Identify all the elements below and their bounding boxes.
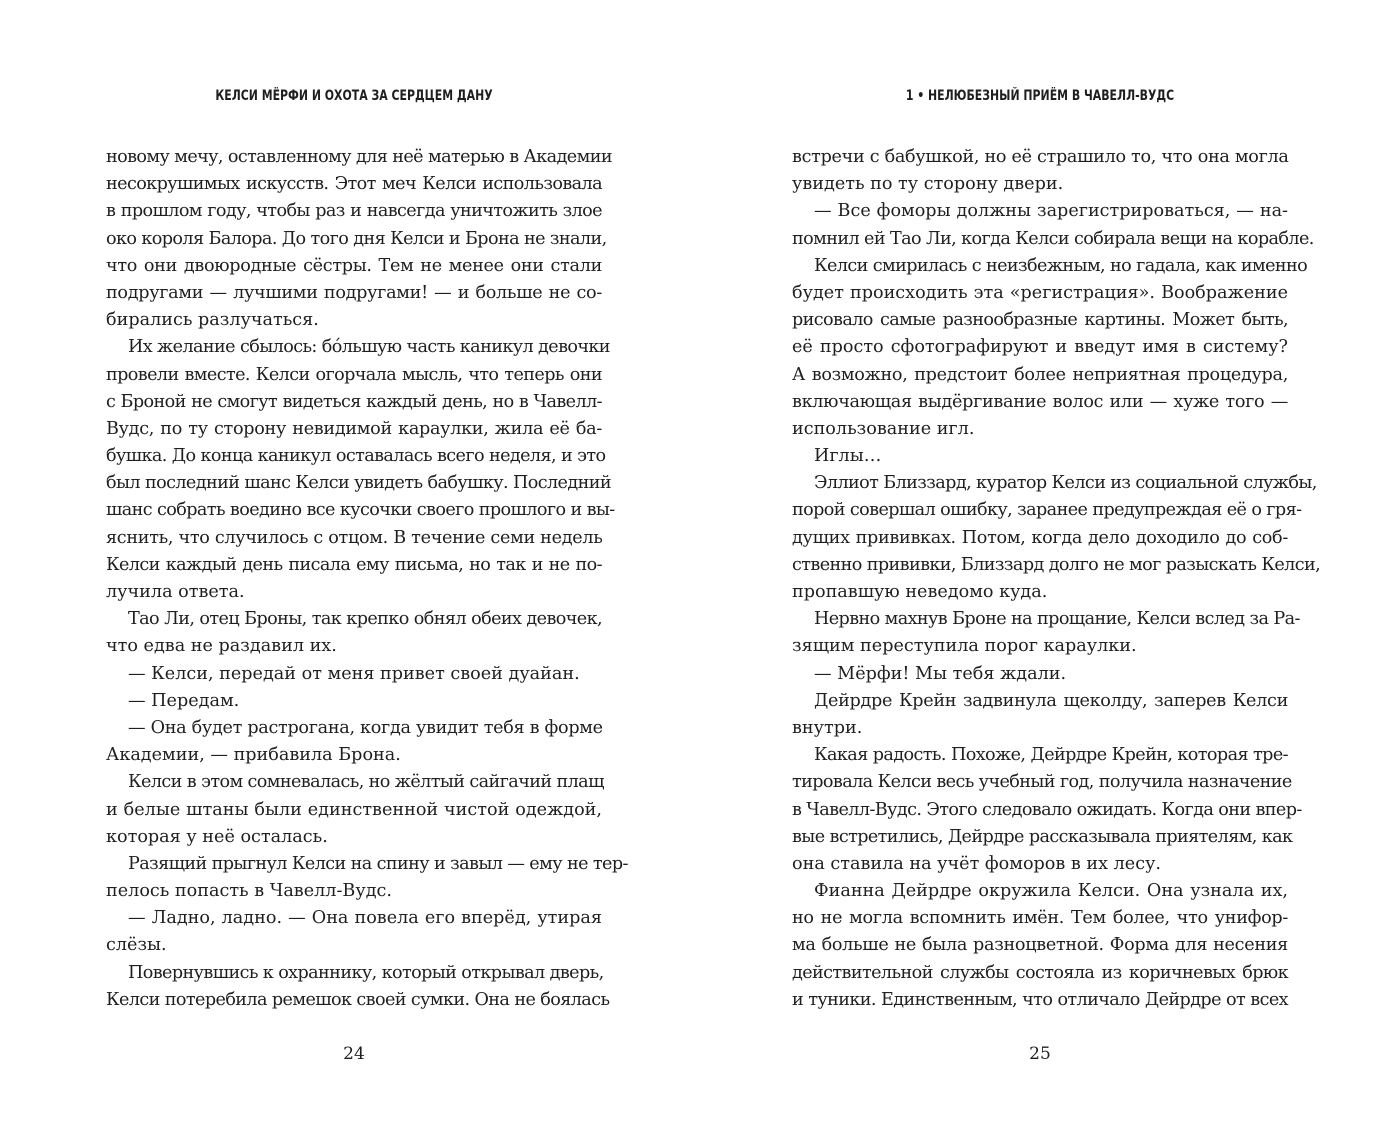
right-page (792, 0, 1321, 1125)
text-line: Келси каждый день писала ему письма, но так и не по- (106, 554, 602, 575)
text-line: несокрушимых искусств. Этот меч Келси использовала (106, 174, 602, 195)
text-line: Эллиот Близзард, куратор Келси из социальной службы, (814, 473, 1317, 494)
text-line: — Передам. (128, 690, 240, 711)
text-line: которая у неё осталась. (106, 826, 328, 847)
text-line: — Ладно, ладно. — Она повела его вперёд, утирая (128, 908, 602, 929)
text-line: Разящий прыгнул Келси на спину и завыл — ему не тер- (128, 853, 628, 874)
text-line: Иглы… (814, 446, 882, 467)
text-line: — Все фоморы должны зарегистрироваться, — на- (814, 201, 1288, 222)
left-page-text (106, 144, 628, 1014)
text-line: бушка. До конца каникул оставалась всего неделя, и это (106, 446, 606, 467)
text-line: Их желание сбылось: бóльшую часть каникул девочки (128, 337, 610, 358)
running-head-chapter-title: 1 • НЕЛЮБЕЗНЫЙ ПРИЁМ В ЧАВЕЛЛ-ВУДС (905, 88, 1175, 104)
text-line: действительной службы состояла из коричневых брюк (792, 962, 1288, 983)
text-line: Вудс, по ту сторону невидимой караулки, жила её ба- (106, 418, 602, 439)
text-line: пропавшую неведомо куда. (792, 582, 1048, 602)
text-line: А возможно, предстоит более неприятная процедура, (792, 364, 1288, 385)
text-line: Келси в этом сомневалась, но жёлтый сайгачий плащ (128, 772, 604, 793)
text-line: её просто сфотографируют и введут имя в систему? (792, 337, 1288, 358)
text-line: включающая выдёргивание волос или — хуже того — (792, 391, 1288, 412)
text-line: — Она будет растрогана, когда увидит тебя в форме (128, 717, 603, 738)
text-line: Повернувшись к охраннику, который открывал дверь, (128, 962, 604, 983)
text-line: яснить, что случилось с отцом. В течение семи недель (106, 527, 603, 548)
text-line: в Чавелл-Вудс. Этого следовало ожидать. Когда они впер- (792, 799, 1302, 820)
text-line: помнил ей Тао Ли, когда Келси собирала вещи на корабле. (792, 228, 1314, 249)
text-line: что они двоюродные сёстры. Тем не менее они стали (106, 255, 602, 276)
text-line: провели вместе. Келси огорчала мысль, что теперь они (106, 364, 602, 385)
text-line: новому мечу, оставленному для неё матерью в Академии (106, 147, 612, 167)
text-line: будет происходить эта «регистрация». Воображение (792, 282, 1288, 303)
running-head-book-title: КЕЛСИ МЁРФИ И ОХОТА ЗА СЕРДЦЕМ ДАНУ (215, 88, 493, 104)
text-line: Нервно махнув Броне на прощание, Келси вслед за Ра- (814, 609, 1300, 630)
text-line: шанс собрать воедино все кусочки своего прошлого и вы- (106, 500, 615, 521)
page-number-left: 24 (343, 1044, 365, 1064)
text-line: Келси потеребила ремешок своей сумки. Она не боялась (106, 989, 610, 1010)
text-line: тировала Келси весь учебный год, получила назначение (792, 772, 1292, 793)
text-line: Келси смирилась с неизбежным, но гадала, как именно (814, 255, 1308, 276)
text-line: слёзы. (106, 935, 167, 956)
text-line: Какая радость. Похоже, Дейрдре Крейн, которая тре- (814, 745, 1288, 766)
text-line: и туники. Единственным, что отличало Дейрдре от всех (792, 989, 1288, 1010)
page-number-right: 25 (1029, 1044, 1051, 1064)
left-page (106, 0, 628, 1125)
text-line: с Броной не смогут видеться каждый день, но в Чавелл- (106, 391, 602, 412)
text-line: дущих прививках. Потом, когда дело доходило до соб- (792, 527, 1288, 548)
text-line: Тао Ли, отец Броны, так крепко обнял обеих девочек, (128, 609, 602, 630)
text-line: в прошлом году, чтобы раз и навсегда уничтожить злое (106, 201, 602, 222)
text-line: был последний шанс Келси увидеть бабушку. Последний (106, 473, 611, 494)
text-line: — Келси, передай от меня привет своей дуайан. (128, 663, 580, 684)
text-line: Академии, — прибавила Брона. (106, 745, 401, 766)
text-line: но не могла вспомнить имён. Тем более, что унифор- (792, 908, 1288, 929)
text-line: порой совершал ошибку, заранее предупреждая её о гря- (792, 500, 1302, 521)
text-line: пелось попасть в Чавелл-Вудс. (106, 881, 392, 902)
text-line: Дейрдре Крейн задвинула щеколду, заперев Келси (814, 690, 1288, 711)
text-line: что едва не раздавил их. (106, 636, 337, 657)
text-line: встречи с бабушкой, но её страшило то, что она могла (792, 147, 1289, 167)
text-line: око короля Балора. До того дня Келси и Брона не знали, (106, 228, 607, 249)
text-line: подругами — лучшими подругами! — и больше не со- (106, 282, 602, 303)
text-line: лучила ответа. (106, 582, 245, 602)
text-line: ственно прививки, Близзард долго не мог разыскать Келси, (792, 554, 1321, 575)
text-line: она ставила на учёт фоморов в их лесу. (792, 853, 1162, 874)
text-line: использование игл. (792, 418, 975, 439)
text-line: вые встретились, Дейрдре рассказывала приятелям, как (792, 826, 1293, 847)
text-line: внутри. (792, 717, 863, 738)
text-line: бирались разлучаться. (106, 310, 319, 331)
text-line: ма больше не была разноцветной. Форма для несения (792, 935, 1288, 956)
text-line: и белые штаны были единственной чистой одеждой, (106, 799, 602, 820)
text-line: — Мёрфи! Мы тебя ждали. (814, 663, 1067, 684)
text-line: увидеть по ту сторону двери. (792, 174, 1064, 195)
right-page-text (792, 144, 1321, 1014)
text-line: рисовало самые разнообразные картины. Может быть, (792, 310, 1288, 331)
text-line: зящим переступила порог караулки. (792, 636, 1137, 657)
text-line: Фианна Дейрдре окружила Келси. Она узнала их, (814, 881, 1288, 902)
